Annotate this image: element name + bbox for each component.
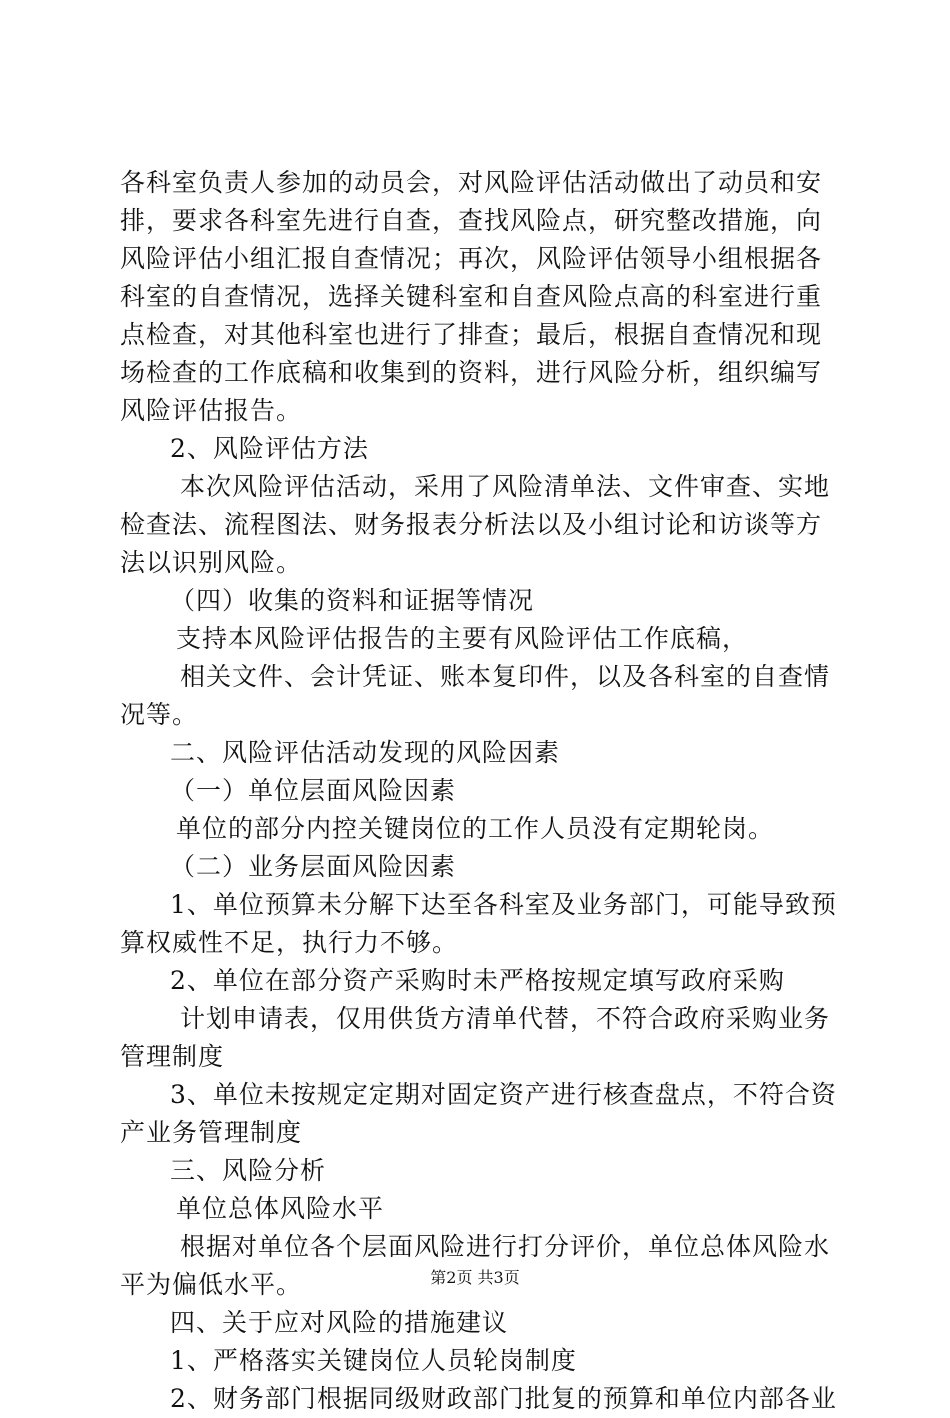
paragraph-line: 法以识别风险。: [120, 548, 303, 577]
paragraph-line: 2、财务部门根据同级财政部门批复的预算和单位内部各业: [170, 1384, 837, 1413]
paragraph-line: 支持本风险评估报告的主要有风险评估工作底稿，: [176, 624, 749, 653]
section-heading: 2、风险评估方法: [170, 434, 369, 463]
section-heading: 单位总体风险水平: [176, 1194, 385, 1223]
paragraph-line: 场检查的工作底稿和收集到的资料，进行风险分析，组织编写: [120, 358, 823, 387]
paragraph-line: 1、单位预算未分解下达至各科室及业务部门，可能导致预: [170, 890, 837, 919]
paragraph-line: 况等。: [120, 700, 199, 729]
paragraph-line: 管理制度: [120, 1042, 225, 1071]
paragraph-line: 各科室负责人参加的动员会，对风险评估活动做出了动员和安: [120, 168, 823, 197]
paragraph-line: 风险评估小组汇报自查情况；再次，风险评估领导小组根据各: [120, 244, 823, 273]
page-number-label: 第2页 共3页: [430, 1268, 520, 1287]
section-heading: 四、关于应对风险的措施建议: [170, 1308, 509, 1337]
paragraph-line: 3、单位未按规定定期对固定资产进行核查盘点，不符合资: [170, 1080, 837, 1109]
section-heading: （一）单位层面风险因素: [170, 776, 457, 805]
paragraph-line: 根据对单位各个层面风险进行打分评价，单位总体风险水: [180, 1232, 831, 1261]
section-heading: （四）收集的资料和证据等情况: [170, 586, 535, 615]
paragraph-line: 本次风险评估活动，采用了风险清单法、文件审查、实地: [180, 472, 831, 501]
section-heading: 三、风险分析: [170, 1156, 327, 1185]
paragraph-line: 1、严格落实关键岗位人员轮岗制度: [170, 1346, 577, 1375]
paragraph-line: 算权威性不足，执行力不够。: [120, 928, 459, 957]
paragraph-line: 平为偏低水平。: [120, 1270, 303, 1299]
paragraph-line: 相关文件、会计凭证、账本复印件，以及各科室的自查情: [180, 662, 831, 691]
paragraph-line: 产业务管理制度: [120, 1118, 303, 1147]
section-heading: （二）业务层面风险因素: [170, 852, 457, 881]
paragraph-line: 2、单位在部分资产采购时未严格按规定填写政府采购: [170, 966, 785, 995]
paragraph-line: 点检查，对其他科室也进行了排查；最后，根据自查情况和现: [120, 320, 823, 349]
paragraph-line: 单位的部分内控关键岗位的工作人员没有定期轮岗。: [176, 814, 775, 843]
paragraph-line: 检查法、流程图法、财务报表分析法以及小组讨论和访谈等方: [120, 510, 823, 539]
paragraph-line: 计划申请表，仅用供货方清单代替，不符合政府采购业务: [180, 1004, 831, 1033]
paragraph-line: 科室的自查情况，选择关键科室和自查风险点高的科室进行重: [120, 282, 823, 311]
paragraph-line: 风险评估报告。: [120, 396, 303, 425]
paragraph-line: 排，要求各科室先进行自查，查找风险点，研究整改措施，向: [120, 206, 823, 235]
section-heading: 二、风险评估活动发现的风险因素: [170, 738, 561, 767]
document-body: [120, 164, 840, 1418]
page-footer: [0, 1268, 950, 1288]
